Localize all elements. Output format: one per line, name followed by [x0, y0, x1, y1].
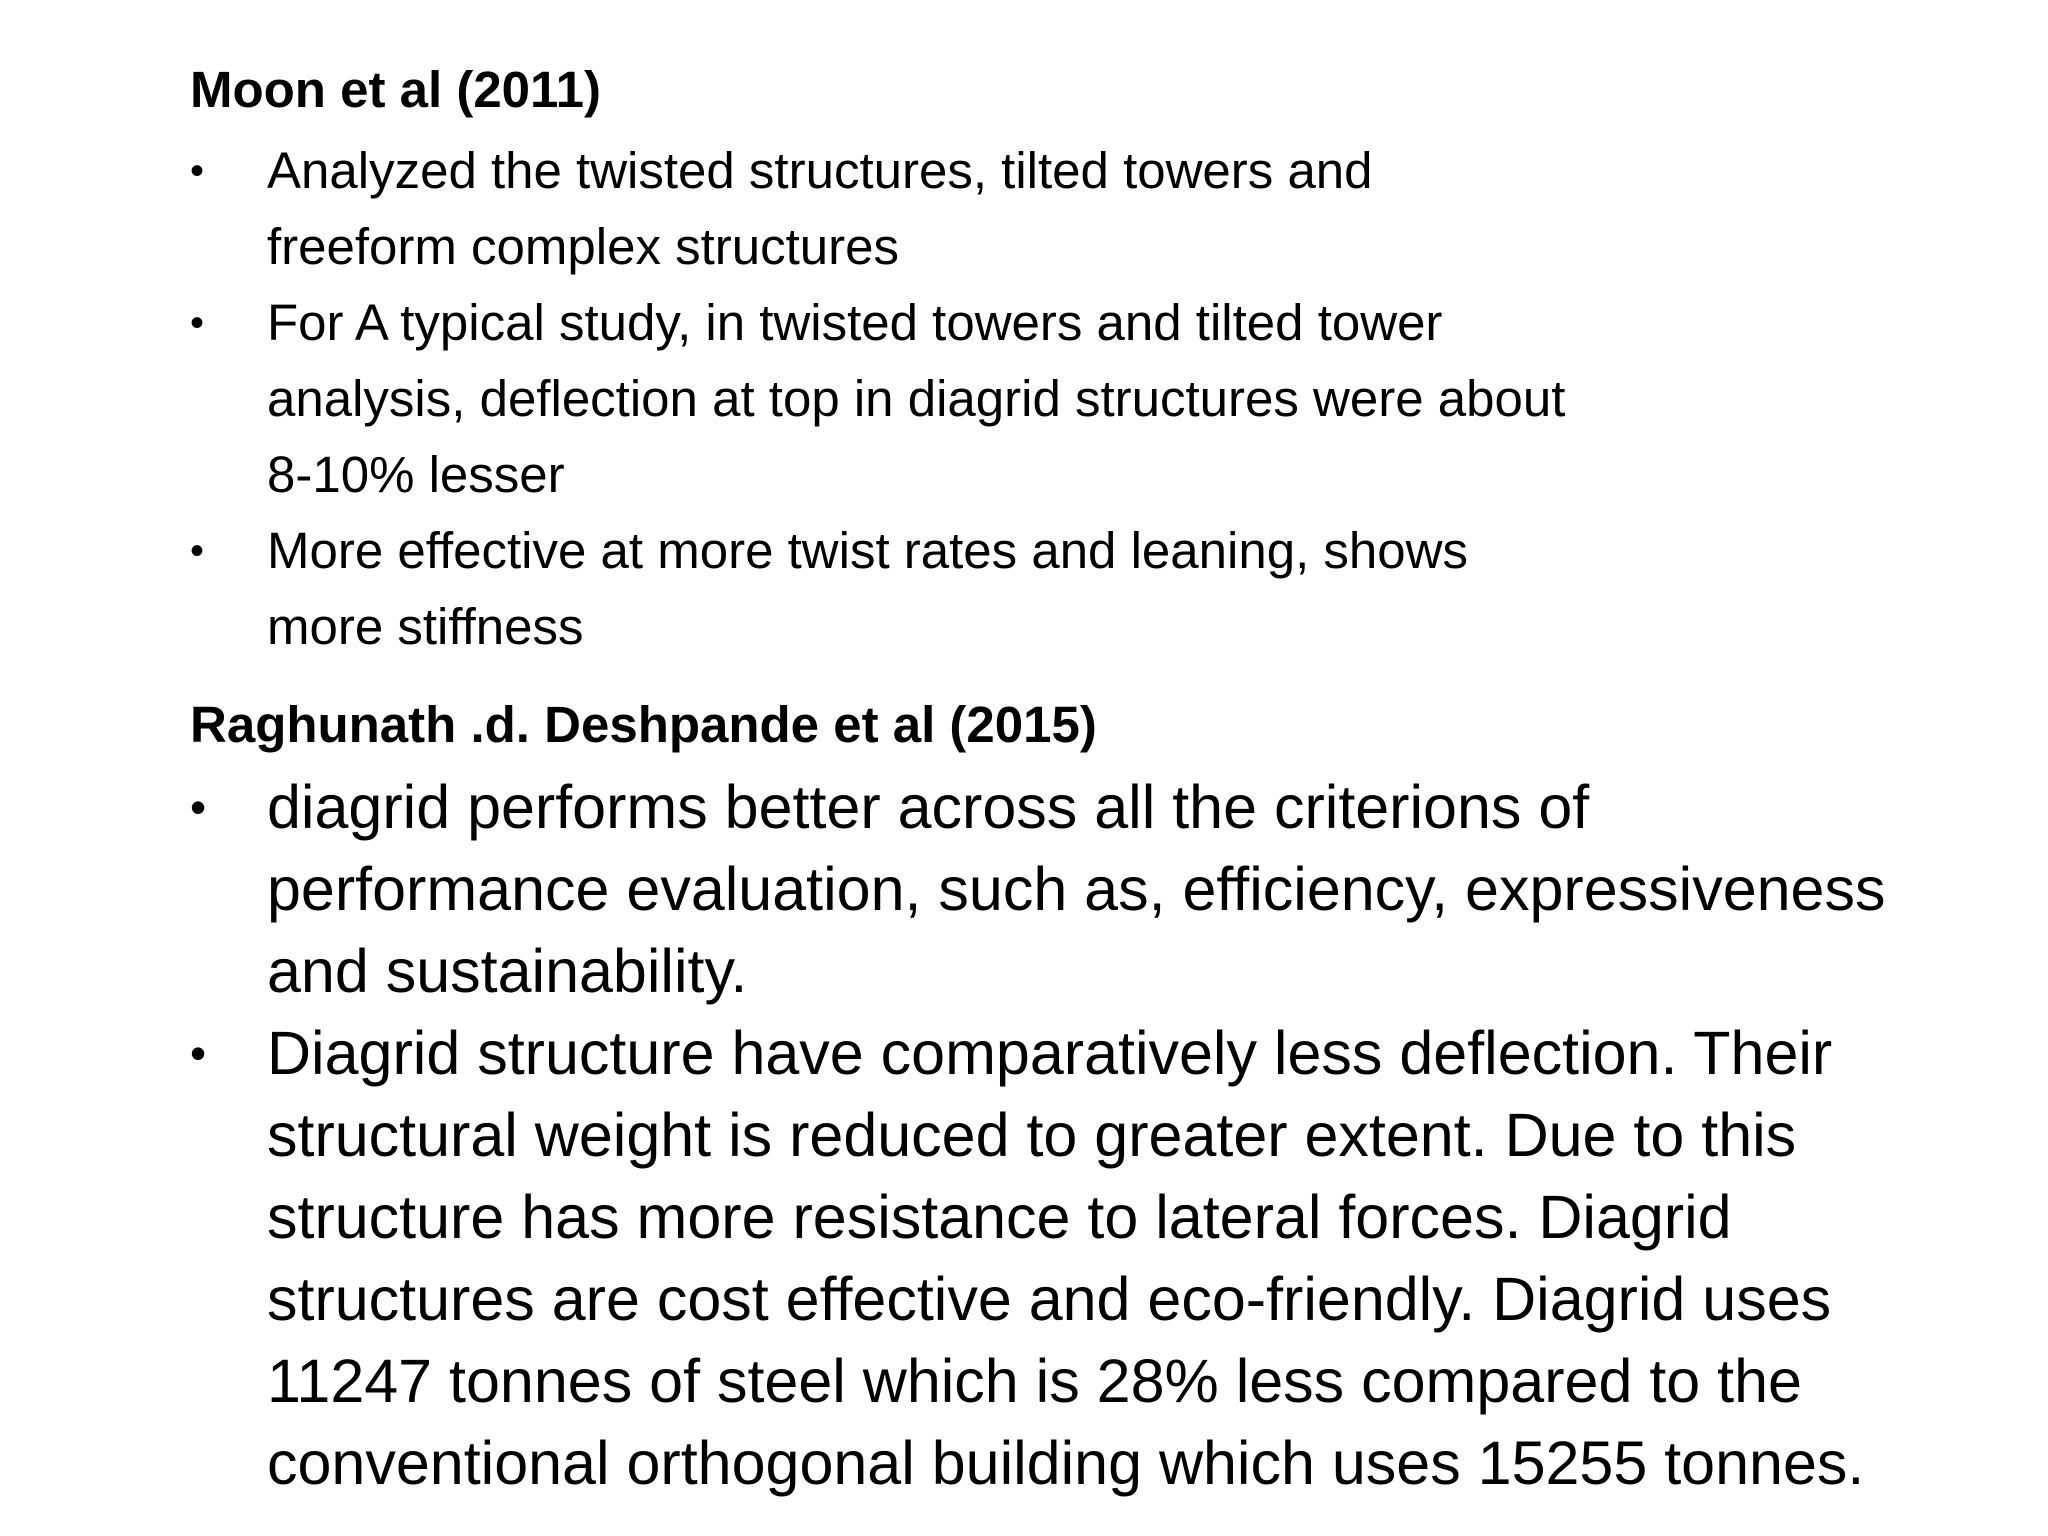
- bullet-text-line: For A typical study, in twisted towers and tilted tower: [267, 294, 1443, 351]
- bullet-icon: •: [190, 301, 205, 345]
- bullet-icon: •: [190, 781, 207, 833]
- bullet-icon: •: [190, 529, 205, 573]
- bullet-text-line: diagrid performs better across all the criterions of: [267, 773, 1590, 841]
- bullet-text-line: and sustainability.: [267, 937, 748, 1005]
- bullet-text-line: performance evaluation, such as, efficiency, expressiveness: [267, 855, 1886, 923]
- bullet-text-line: conventional orthogonal building which uses 15255 tonnes.: [267, 1429, 1865, 1497]
- section-title-deshpande: Raghunath .d. Deshpande et al (2015): [190, 696, 1097, 753]
- bullet-text-line: structures are cost effective and eco-friendly. Diagrid uses: [267, 1265, 1832, 1333]
- bullet-list-moon: [190, 133, 1565, 665]
- bullet-text-line: freeform complex structures: [267, 218, 900, 275]
- bullet-text-line: analysis, deflection at top in diagrid structures were about: [267, 370, 1566, 427]
- bullet-text-line: structural weight is reduced to greater extent. Due to this: [267, 1101, 1797, 1169]
- bullet-text-line: Diagrid structure have comparatively less deflection. Their: [267, 1019, 1833, 1087]
- bullet-icon: •: [190, 149, 205, 193]
- bullet-text-line: more stiffness: [267, 598, 584, 655]
- bullet-list-deshpande: [190, 766, 1885, 1504]
- section-title-moon: Moon et al (2011): [190, 61, 601, 118]
- bullet-text-line: More effective at more twist rates and leaning, shows: [267, 522, 1468, 579]
- bullet-item: [190, 766, 1885, 1012]
- bullet-item: [190, 285, 1565, 513]
- bullet-item: [190, 1012, 1885, 1504]
- bullet-item: [190, 133, 1565, 285]
- bullet-icon: •: [190, 1027, 207, 1079]
- bullet-text-line: 8-10% lesser: [267, 446, 565, 503]
- bullet-text-line: 11247 tonnes of steel which is 28% less compared to the: [267, 1347, 1802, 1415]
- bullet-text-line: Analyzed the twisted structures, tilted towers and: [267, 142, 1373, 199]
- bullet-item: [190, 513, 1565, 665]
- bullet-text-line: structure has more resistance to lateral forces. Diagrid: [267, 1183, 1732, 1251]
